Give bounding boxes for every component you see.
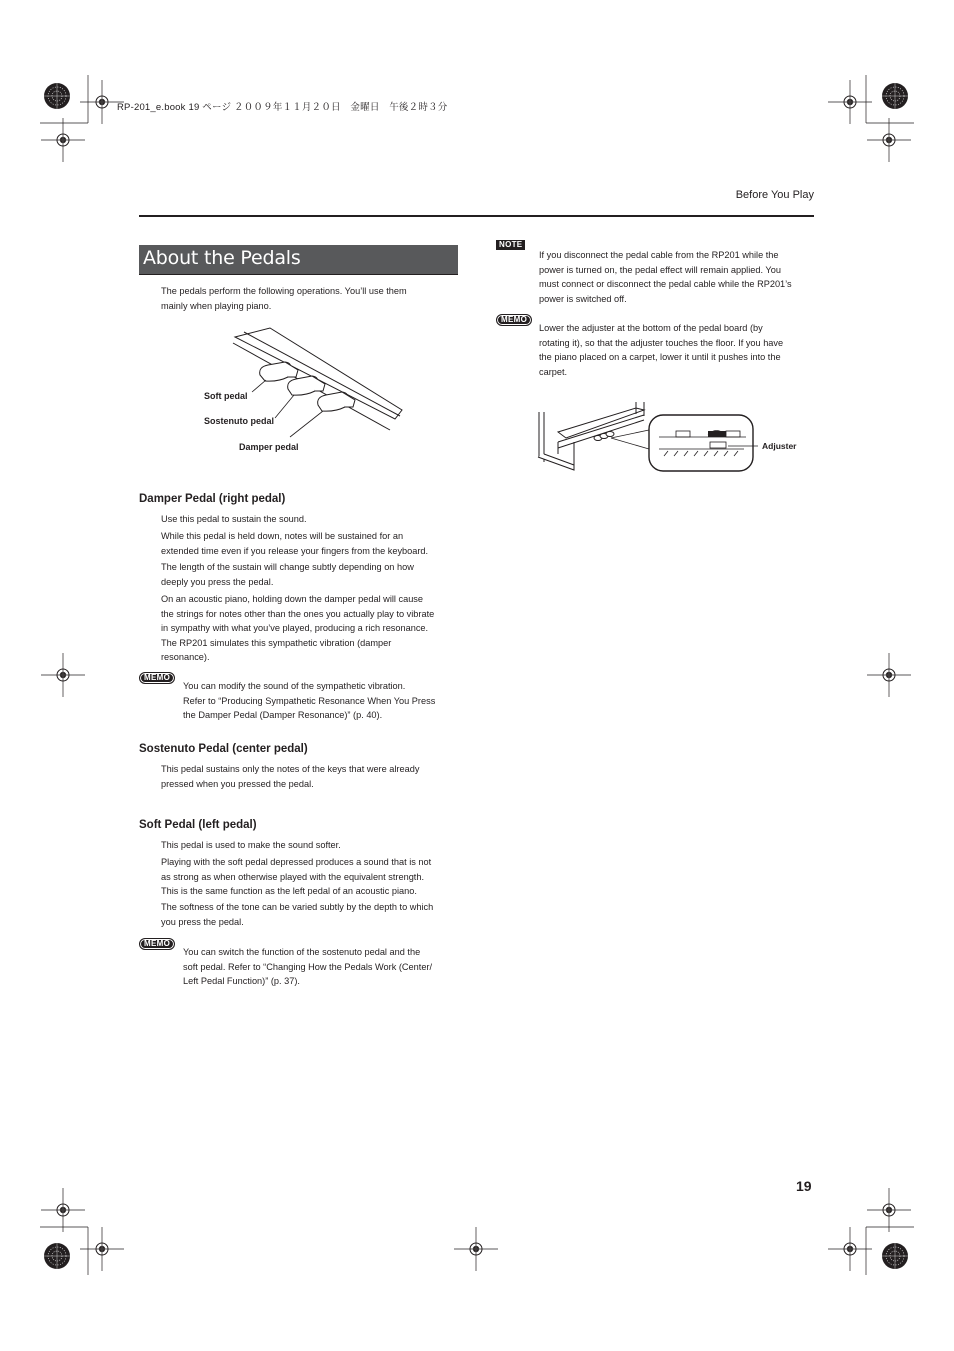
- damper-pedal-label: Damper pedal: [239, 442, 299, 452]
- text-line: the Damper Pedal (Damper Resonance)” (p. 40).: [183, 710, 383, 720]
- sostenuto-heading: Sostenuto Pedal (center pedal): [139, 743, 308, 755]
- text-line: resonance).: [161, 652, 210, 662]
- text-line: carpet.: [539, 366, 568, 377]
- text-line: Left Pedal Function)” (p. 37).: [183, 976, 300, 986]
- damper-paragraph-4: [161, 592, 434, 665]
- text-line: deeply you press the pedal.: [161, 576, 274, 587]
- damper-paragraph-1: [161, 512, 307, 527]
- text-line: The RP201 simulates this sympathetic vibration (damper: [161, 637, 392, 648]
- header-rule: [139, 215, 814, 217]
- text-line: power is switched off.: [539, 293, 627, 304]
- text-line: the piano placed on a carpet, lower it until it pushes into the: [539, 352, 781, 362]
- sostenuto-pedal-label: Sostenuto pedal: [204, 416, 275, 426]
- page-number: 19: [796, 1178, 812, 1194]
- soft-paragraph-1: [161, 838, 341, 853]
- soft-paragraph-2: [161, 855, 431, 899]
- text-line: This pedal is used to make the sound softer.: [161, 840, 341, 850]
- text-line: You can modify the sound of the sympathetic vibration.: [183, 681, 406, 691]
- right-memo: [539, 321, 783, 379]
- adjuster-illustration: [536, 402, 761, 477]
- note-paragraph: [539, 248, 792, 306]
- text-line: pressed when you pressed the pedal.: [161, 778, 314, 789]
- soft-pedal-label: Soft pedal: [204, 391, 248, 401]
- text-line: Use this pedal to sustain the sound.: [161, 514, 307, 524]
- memo-badge: MEMO: [139, 672, 175, 684]
- text-line: rotating it), so that the adjuster touches the floor. If you have: [539, 337, 784, 348]
- text-line: This pedal sustains only the notes of the keys that were already: [161, 764, 420, 774]
- text-line: This is the same function as the left pedal of an acoustic piano.: [161, 886, 417, 896]
- memo-badge: MEMO: [496, 314, 532, 326]
- note-badge: NOTE: [496, 240, 525, 250]
- text-line: You can switch the function of the sostenuto pedal and the: [183, 947, 421, 957]
- soft-paragraph-3: [161, 900, 433, 929]
- text-line: On an acoustic piano, holding down the damper pedal will cause: [161, 594, 424, 604]
- text-line: The softness of the tone can be varied subtly by the depth to which: [161, 902, 434, 912]
- damper-heading: Damper Pedal (right pedal): [139, 493, 286, 505]
- text-line: must connect or disconnect the pedal cable while the RP201’s: [539, 279, 792, 289]
- adjuster-label: Adjuster: [762, 441, 797, 451]
- soft-heading: Soft Pedal (left pedal): [139, 819, 257, 831]
- intro-line: The pedals perform the following operations. You’ll use them: [161, 286, 407, 296]
- damper-paragraph-3: [161, 560, 414, 589]
- intro-line: mainly when playing piano.: [161, 300, 272, 311]
- text-line: power is turned on, the pedal effect will remain applied. You: [539, 264, 781, 275]
- text-line: While this pedal is held down, notes will be sustained for an: [161, 531, 404, 541]
- soft-memo: [183, 945, 432, 989]
- intro-paragraph: [161, 284, 407, 313]
- text-line: Lower the adjuster at the bottom of the pedal board (by: [539, 323, 763, 333]
- text-line: The length of the sustain will change subtly depending on how: [161, 562, 414, 572]
- text-line: as strong as when otherwise played with the equivalent strength.: [161, 871, 425, 882]
- memo-badge: MEMO: [139, 938, 175, 950]
- text-line: Refer to “Producing Sympathetic Resonance When You Press: [183, 695, 436, 706]
- damper-memo: [183, 679, 435, 723]
- book-info: RP-201_e.book 19 ページ ２００９年１１月２０日 金曜日 午後２時３分: [117, 102, 448, 113]
- text-line: If you disconnect the pedal cable from the RP201 while the: [539, 250, 779, 260]
- text-line: extended time even if you release your fingers from the keyboard.: [161, 545, 429, 556]
- text-line: soft pedal. Refer to “Changing How the Pedals Work (Center/: [183, 961, 433, 972]
- title-bar: [139, 245, 458, 275]
- page-title: About the Pedals: [143, 247, 301, 269]
- sostenuto-paragraph-1: [161, 762, 419, 791]
- text-line: in sympathy with what you’ve played, producing a rich resonance.: [161, 623, 429, 633]
- text-line: the strings for notes other than the ones you actually play to vibrate: [161, 608, 435, 619]
- text-line: Playing with the soft pedal depressed produces a sound that is not: [161, 857, 432, 867]
- section-label: Before You Play: [735, 189, 814, 201]
- damper-paragraph-2: [161, 529, 428, 558]
- text-line: you press the pedal.: [161, 916, 244, 927]
